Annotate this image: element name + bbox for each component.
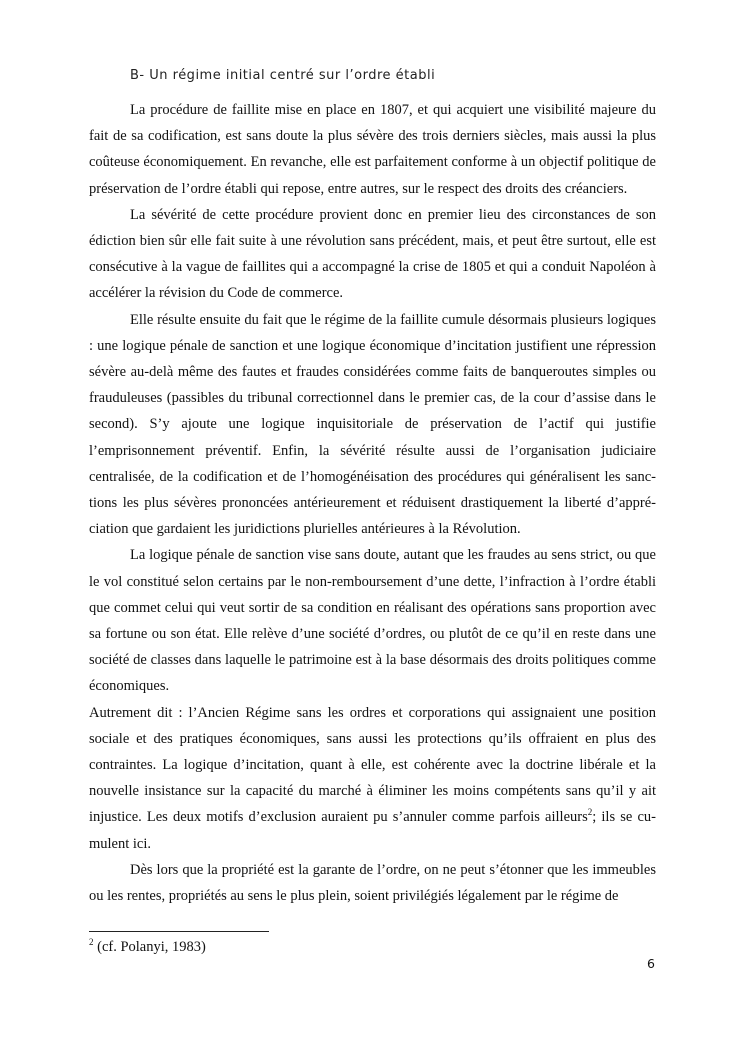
footnote-text: (cf. Polanyi, 1983) <box>93 939 206 955</box>
body-text <box>89 97 656 909</box>
footnote <box>89 939 206 956</box>
page-number: 6 <box>647 956 655 971</box>
paragraph-4: La logique pénale de sanction vise sans doute, autant que les fraudes au sens strict, ou que le vol constitué selon certains par le non-remboursement d’une dette, l’infraction à l’ordre établi que commet celui qui veut sortir de sa condition en réalisant des opérations sans proportion avec sa fortune ou son état. Elle relève d’une société d’ordres, ou plutôt de ce qu’il en reste dans une société de classes dans laquelle le patrimoine est à la base désormais des droits politiques comme économiques. <box>89 547 656 695</box>
section-heading: B- Un régime initial centré sur l’ordre établi <box>130 68 436 83</box>
paragraph-1: La procédure de faillite mise en place en 1807, et qui acquiert une visibilité majeure du fait de sa codification, est sans doute la plus sévère des trois derniers siècles, mais aussi la plus coûteuse économiquement. En revanche, elle est parfaitement conforme à un objectif politique de préservation de l’ordre établi qui repose, entre autres, sur le respect des droits des créanciers. <box>89 102 656 197</box>
footnote-reference: 2 <box>587 807 593 818</box>
paragraph-3: Elle résulte ensuite du fait que le régime de la faillite cumule désormais plusieurs logiques : une logique pénale de sanction et une logique économique d’incitation justifient une répression sévère au-delà même des fautes et fraudes considérées comme faits de banqueroutes simples ou frauduleuses (passibles du tribunal correctionnel dans le premier cas, de la cour d’assise dans le second). S’y ajoute une logique inquisitoriale de préservation de l’actif qui justifie l’emprisonnement préventif. Enfin, la sévérité résulte aussi de l’organisation judiciaire centralisée, de la codification et de l’homogénéisation des procédures qui généralisent les sanctions les plus sévères prononcées antérieurement et réduisent drastiquement la liberté d’appréciation que gardaient les juridictions plurielles antérieures à la Révolution. <box>89 311 656 538</box>
paragraph-5-text-b: ; ils se cumulent ici. <box>89 809 656 852</box>
footnote-mark: 2 <box>89 937 94 948</box>
paragraph-5 <box>89 700 656 857</box>
paragraph-2: La sévérité de cette procédure provient donc en premier lieu des circonstances de son édiction bien sûr elle fait suite à une révolution sans précédent, mais, et peut être surtout, elle est consécutive à la vague de faillites qui a accompagné la crise de 1805 et qui a conduit Napoléon à accélérer la révision du Code de commerce. <box>89 206 656 302</box>
footnote-separator <box>89 931 269 932</box>
paragraph-5-text-a: Autrement dit : l’Ancien Régime sans les ordres et corporations qui assignaient une position sociale et des pratiques économiques, sans aussi les protections qu’ils offraient en plus des contraintes. La logique d’incitation, quant à elle, est cohérente avec la doctrine libérale et la nouvelle insistance sur la capacité du marché à éliminer les moins compétents sans qu’il y ait injustice. Les deux motifs d’exclusion auraient pu s’annuler comme parfois ailleurs <box>89 704 656 826</box>
paragraph-6: Dès lors que la propriété est la garante de l’ordre, on ne peut s’étonner que les immeubles ou les rentes, propriétés au sens le plus plein, soient privilégiés légalement par le régime de <box>89 861 656 905</box>
